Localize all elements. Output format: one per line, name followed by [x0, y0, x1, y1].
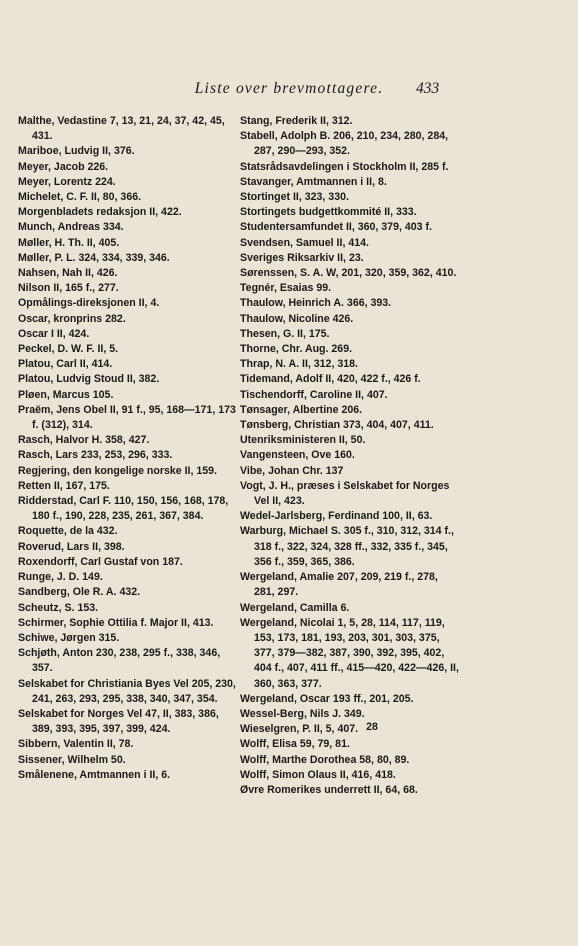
index-entry: Stang, Frederik II, 312. — [240, 115, 353, 127]
index-entry: Sibbern, Valentin II, 78. — [18, 738, 134, 751]
index-entry: Stortingets budgettkommité II, 333. — [240, 206, 417, 219]
index-entry: Munch, Andreas 334. — [18, 221, 124, 234]
index-entry: Peckel, D. W. F. II, 5. — [18, 343, 119, 356]
index-entry: Warburg, Michael S. 305 f., 310, 312, 314 f., 318 f., 322, 324, 328 ff., 332, 335 f., 345, 356 f., 359, 365, 386. — [240, 525, 454, 568]
index-entry: Møller, H. Th. II, 405. — [18, 236, 120, 249]
index-entry: Regjering, den kongelige norske II, 159. — [18, 464, 217, 477]
index-entry: Wergeland, Nicolai 1, 5, 28, 114, 117, 119, 153, 173, 181, 193, 203, 301, 303, 375, 377, 379—382, 387, 390, 392, 395, 402, 404 f., 407, 411 ff., 415—420, 422—426, II, 360, 363, 377. — [240, 616, 459, 690]
index-entry: Retten II, 167, 175. — [18, 479, 110, 492]
index-entry: Svendsen, Samuel II, 414. — [240, 236, 369, 249]
index-entry: Tischendorff, Caroline II, 407. — [240, 388, 388, 401]
index-entry: Wergeland, Camilla 6. — [240, 601, 350, 614]
index-entry: Tidemand, Adolf II, 420, 422 f., 426 f. — [240, 373, 421, 386]
index-entry: Wolff, Marthe Dorothea 58, 80, 89. — [240, 753, 410, 766]
index-column-left — [18, 114, 236, 783]
index-entry: Utenriksministeren II, 50. — [240, 434, 366, 447]
index-entry: Michelet, C. F. II, 80, 366. — [18, 191, 142, 204]
index-entry: Praëm, Jens Obel II, 91 f., 95, 168—171, 173 f. (312), 314. — [18, 403, 236, 432]
index-entry: Wergeland, Oscar 193 ff., 201, 205. — [240, 692, 414, 705]
index-entry: Schjøth, Anton 230, 238, 295 f., 338, 346, 357. — [18, 647, 221, 675]
index-entry: Schiwe, Jørgen 315. — [18, 631, 120, 644]
index-entry: Stavanger, Amtmannen i II, 8. — [240, 175, 387, 188]
index-entry: Studentersamfundet II, 360, 379, 403 f. — [240, 221, 432, 234]
index-entry: Wedel-Jarlsberg, Ferdinand 100, II, 63. — [240, 510, 433, 523]
index-entry: Stabell, Adolph B. 206, 210, 234, 280, 284, 287, 290—293, 352. — [240, 130, 449, 158]
index-entry: Vibe, Johan Chr. 137 — [240, 464, 344, 477]
index-entry: Platou, Ludvig Stoud II, 382. — [18, 373, 160, 386]
index-entry: Wolff, Elisa 59, 79, 81. — [240, 738, 350, 751]
index-entry: Thrap, N. A. II, 312, 318. — [240, 358, 358, 371]
index-entry: Sandberg, Ole R. A. 432. — [18, 586, 141, 599]
index-entry: Sveriges Riksarkiv II, 23. — [240, 251, 364, 264]
index-entry: Schirmer, Sophie Ottilia f. Major II, 413. — [18, 616, 214, 629]
index-entry: Rasch, Lars 233, 253, 296, 333. — [18, 449, 173, 462]
index-entry: Oscar, kronprins 282. — [18, 312, 126, 325]
index-entry: Sørenssen, S. A. W, 201, 320, 359, 362, 410. — [240, 267, 457, 280]
index-entry: Scheutz, S. 153. — [18, 601, 99, 614]
index-entry: Roxendorff, Carl Gustaf von 187. — [18, 555, 183, 568]
index-entry: Platou, Carl II, 414. — [18, 358, 113, 371]
index-entry: Vangensteen, Ove 160. — [240, 449, 355, 462]
index-entry: Wergeland, Amalie 207, 209, 219 f., 278, 281, 297. — [240, 571, 438, 599]
index-entry: Statsrådsavdelingen i Stockholm II, 285 f. — [240, 160, 449, 173]
index-entry: Selskabet for Norges Vel 47, II, 383, 386, 389, 393, 395, 397, 399, 424. — [18, 707, 219, 736]
index-entry: Thesen, G. II, 175. — [240, 327, 330, 340]
index-entry: Pløen, Marcus 105. — [18, 388, 114, 401]
index-entry: Nahsen, Nah II, 426. — [18, 267, 118, 280]
index-entry: Sissener, Wilhelm 50. — [18, 753, 126, 766]
index-entry: Øvre Romerikes underrett II, 64, 68. — [240, 783, 418, 796]
index-entry: Rasch, Halvor H. 358, 427. — [18, 434, 150, 447]
index-entry: Oscar I II, 424. — [18, 327, 90, 340]
index-column-right — [240, 114, 460, 798]
index-entry: Møller, P. L. 324, 334, 339, 346. — [18, 251, 170, 264]
index-entry: Runge, J. D. 149. — [18, 571, 103, 584]
index-entry: Wieselgren, P. II, 5, 407. — [240, 723, 359, 736]
index-entry: Selskabet for Christiania Byes Vel 205, 230, 241, 263, 293, 295, 338, 340, 347, 354. — [18, 677, 236, 705]
index-entry: Thorne, Chr. Aug. 269. — [240, 343, 353, 356]
index-entry: Meyer, Jacob 226. — [18, 160, 109, 173]
index-entry: Thaulow, Heinrich A. 366, 393. — [240, 297, 392, 310]
index-entry: Wessel-Berg, Nils J. 349. — [240, 707, 365, 720]
index-entry: Malthe, Vedastine 7, 13, 21, 24, 37, 42, 45, 431. — [18, 115, 225, 143]
index-entry: Tønsager, Albertine 206. — [240, 403, 363, 416]
index-entry: Thaulow, Nicoline 426. — [240, 312, 354, 325]
index-entry: Tønsberg, Christian 373, 404, 407, 411. — [240, 419, 434, 432]
page-number: 433 — [416, 80, 440, 97]
index-entry: Opmålings-direksjonen II, 4. — [18, 297, 160, 310]
index-entry: Meyer, Lorentz 224. — [18, 175, 116, 188]
index-entry: Ridderstad, Carl F. 110, 150, 156, 168, 178, 180 f., 190, 228, 235, 261, 367, 384. — [18, 495, 229, 523]
signature-mark: 28 — [366, 721, 378, 733]
index-entry: Mariboe, Ludvig II, 376. — [18, 145, 135, 158]
index-entry: Morgenbladets redaksjon II, 422. — [18, 206, 182, 219]
index-entry: Stortinget II, 323, 330. — [240, 191, 349, 204]
running-header-title: Liste over brevmottagere. — [194, 80, 384, 97]
index-entry: Wolff, Simon Olaus II, 416, 418. — [240, 768, 396, 781]
index-entry: Tegnér, Esaias 99. — [240, 282, 332, 295]
index-entry: Vogt, J. H., præses i Selskabet for Norges Vel II, 423. — [240, 479, 450, 508]
index-entry: Roquette, de la 432. — [18, 525, 118, 538]
index-entry: Smålenene, Amtmannen i II, 6. — [18, 768, 171, 781]
index-entry: Nilson II, 165 f., 277. — [18, 282, 119, 295]
index-entry: Roverud, Lars II, 398. — [18, 540, 125, 553]
